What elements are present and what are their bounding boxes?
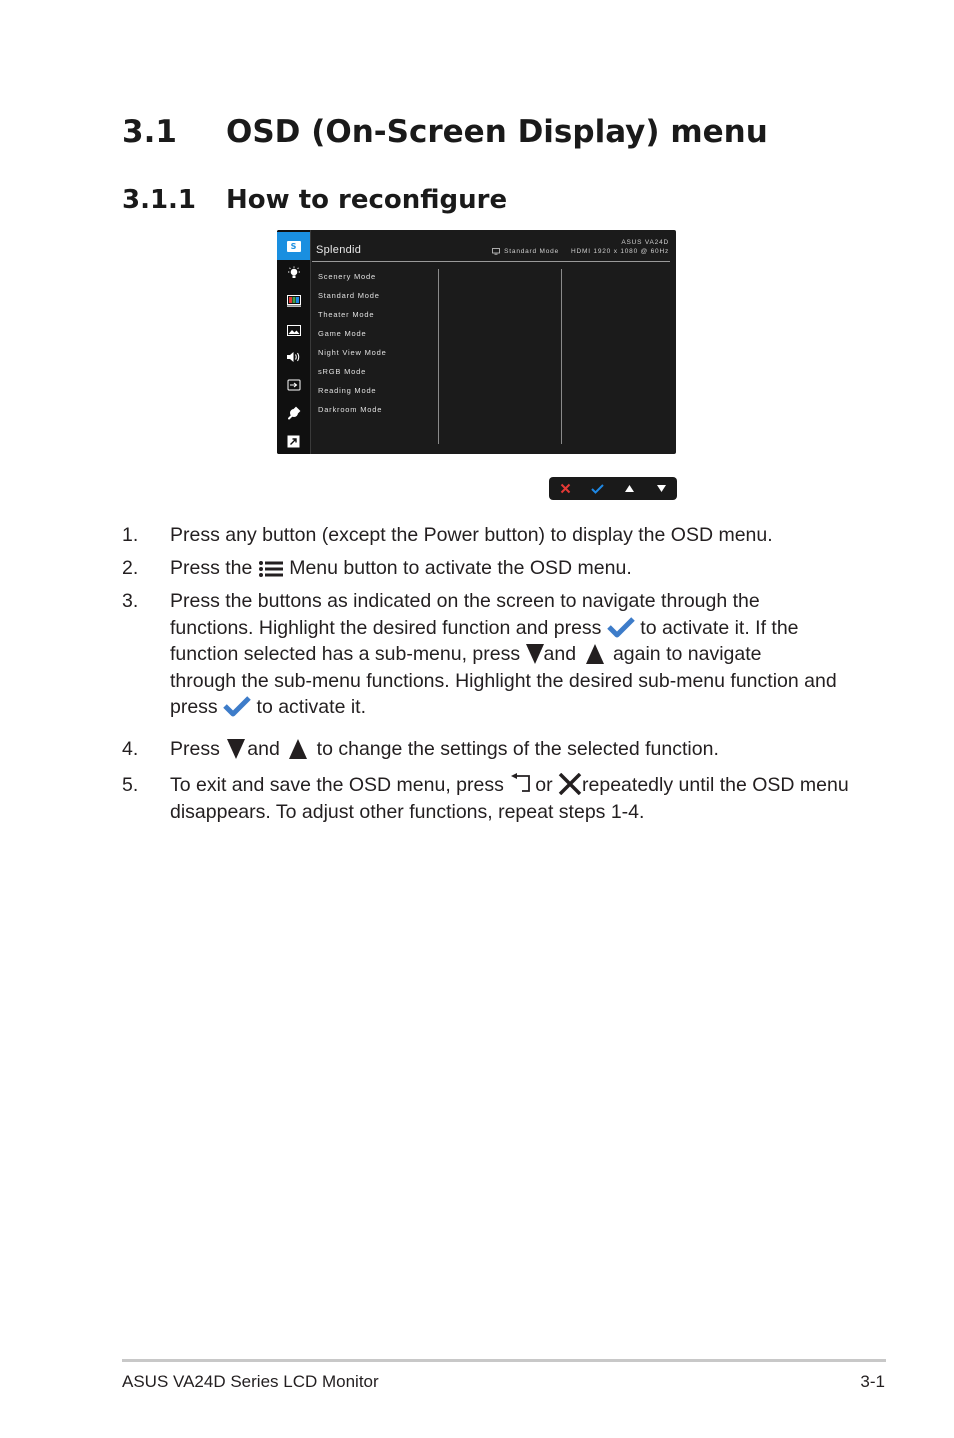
down-triangle-icon [526, 644, 544, 664]
input-select-icon [280, 374, 307, 396]
sound-icon [280, 346, 307, 368]
check-icon [223, 695, 251, 717]
osd-input-status: HDMI 1920 x 1080 @ 60Hz [571, 248, 669, 255]
osd-header-rule [312, 261, 670, 262]
close-icon [558, 773, 582, 795]
system-setup-icon [280, 402, 307, 424]
check-icon [607, 616, 635, 638]
osd-list-item: Theater Mode [318, 310, 375, 319]
osd-model: ASUS VA24D [621, 239, 669, 246]
down-triangle-icon [645, 477, 677, 500]
step-number: 4. [122, 738, 139, 760]
menu-icon [258, 560, 284, 578]
footer-title: ASUS VA24D Series LCD Monitor [122, 1372, 379, 1391]
step-text: Press any button (except the Power button) to display the OSD menu. [170, 524, 773, 546]
osd-column-divider [438, 269, 439, 444]
osd-list-item: Darkroom Mode [318, 405, 383, 414]
osd-title: Splendid [316, 244, 362, 256]
blue-light-filter-icon [280, 262, 307, 284]
osd-sidebar [277, 230, 310, 454]
osd-menu-screenshot [277, 230, 676, 454]
osd-column-divider [561, 269, 562, 444]
osd-list-item: Night View Mode [318, 348, 387, 357]
step-number: 2. [122, 557, 139, 579]
osd-list-item: Reading Mode [318, 386, 377, 395]
footer-rule [122, 1359, 886, 1362]
up-triangle-icon [613, 477, 645, 500]
close-icon [549, 477, 581, 500]
section-number: 3.1 [122, 114, 177, 150]
page-number: 3-1 [860, 1372, 885, 1391]
osd-mode-status: Standard Mode [504, 248, 560, 255]
color-icon [280, 290, 307, 312]
subsection-number: 3.1.1 [122, 185, 197, 215]
section-title: OSD (On-Screen Display) menu [226, 114, 768, 150]
down-triangle-icon [225, 739, 247, 759]
osd-key-guide [549, 477, 677, 500]
check-icon [581, 477, 613, 500]
osd-divider [310, 230, 311, 454]
osd-list-item: Game Mode [318, 329, 367, 338]
shortcut-icon [280, 430, 307, 452]
osd-list-item: Standard Mode [318, 291, 380, 300]
up-triangle-icon [582, 644, 608, 664]
osd-list-item: sRGB Mode [318, 367, 367, 376]
back-arrow-icon [509, 773, 535, 795]
step-number: 5. [122, 774, 139, 796]
monitor-icon [492, 248, 500, 255]
osd-status [492, 248, 669, 255]
osd-mode-list [318, 271, 387, 423]
splendid-icon: S [277, 232, 310, 260]
step-number: 1. [122, 524, 139, 546]
up-triangle-icon [285, 739, 311, 759]
step-number: 3. [122, 590, 139, 612]
subsection-title: How to reconfigure [226, 185, 508, 215]
image-icon [280, 319, 307, 341]
osd-list-item: Scenery Mode [318, 272, 376, 281]
